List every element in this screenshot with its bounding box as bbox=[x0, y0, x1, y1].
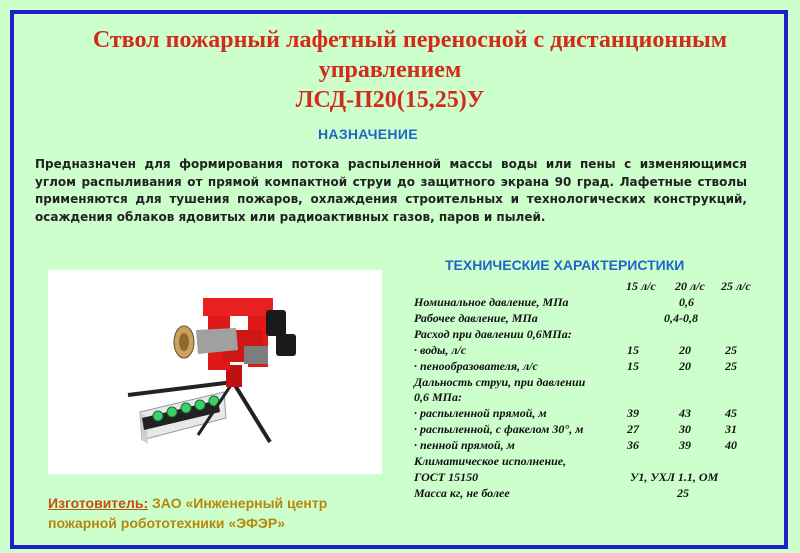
spec-value: 20 bbox=[679, 343, 691, 357]
spec-col-header: 20 л/с bbox=[675, 279, 705, 293]
spec-label: Расход при давлении 0,6МПа: bbox=[414, 327, 572, 341]
spec-value: 43 bbox=[679, 406, 691, 420]
spec-value: 25 bbox=[725, 343, 737, 357]
spec-label: Рабочее давление, МПа bbox=[414, 311, 538, 325]
spec-value: 15 bbox=[627, 359, 639, 373]
spec-label: · распыленной прямой, м bbox=[414, 406, 547, 420]
spec-label: · пенной прямой, м bbox=[414, 438, 515, 452]
spec-label: · пенообразователя, л/с bbox=[414, 359, 538, 373]
spec-label: Дальность струи, при давлении bbox=[414, 375, 586, 389]
spec-value: 39 bbox=[679, 438, 691, 452]
manufacturer bbox=[48, 493, 327, 533]
specs-heading: ТЕХНИЧЕСКИЕ ХАРАКТЕРИСТИКИ bbox=[445, 257, 685, 273]
purpose-text: Предназначен для формирования потока распыленной массы воды или пены с изменяющимся углом распыливания от прямой компактной струи до защитного экрана 90 град. Лафетные стволы применяются для тушения пожаров, охлаждения строительных и технологических конструкций, осаждения облаков ядовитых или радиоактивных газов, паров и пылей. bbox=[35, 157, 747, 224]
spec-label: · распыленной, с факелом 30°, м bbox=[414, 422, 584, 436]
spec-value: 45 bbox=[725, 406, 737, 420]
spec-value: 0,4-0,8 bbox=[664, 311, 698, 325]
spec-value: 25 bbox=[677, 486, 689, 500]
title-line-2: управлением bbox=[318, 57, 462, 83]
spec-value: 39 bbox=[627, 406, 639, 420]
spec-value: 20 bbox=[679, 359, 691, 373]
purpose-heading: НАЗНАЧЕНИЕ bbox=[318, 126, 418, 142]
spec-col-header: 15 л/с bbox=[626, 279, 656, 293]
spec-label: Номинальное давление, МПа bbox=[414, 295, 569, 309]
manufacturer-label: Изготовитель: bbox=[48, 495, 149, 511]
fire-monitor-image bbox=[48, 270, 382, 474]
title-line-3: ЛСД-П20(15,25)У bbox=[295, 87, 485, 113]
spec-value: 15 bbox=[627, 343, 639, 357]
spec-value: 40 bbox=[725, 438, 737, 452]
spec-value: 25 bbox=[725, 359, 737, 373]
spec-value: 36 bbox=[627, 438, 639, 452]
spec-label: ГОСТ 15150 bbox=[414, 470, 479, 484]
spec-value: 27 bbox=[627, 422, 639, 436]
product-photo bbox=[48, 270, 382, 474]
spec-label: Масса кг, не более bbox=[414, 486, 510, 500]
spec-value: 31 bbox=[725, 422, 737, 436]
spec-label: 0,6 МПа: bbox=[414, 390, 462, 404]
spec-label: · воды, л/с bbox=[414, 343, 467, 357]
title-line-1: Ствол пожарный лафетный переносной с дистанционным bbox=[92, 27, 728, 53]
spec-label: Климатическое исполнение, bbox=[414, 454, 567, 468]
spec-value: 30 bbox=[679, 422, 691, 436]
manufacturer-name-line-2: пожарной робототехники «ЭФЭР» bbox=[48, 515, 285, 531]
manufacturer-name-line-1: ЗАО «Инженерный центр bbox=[152, 495, 328, 511]
spec-value: У1, УХЛ 1.1, ОМ bbox=[630, 470, 719, 484]
spec-col-header: 25 л/с bbox=[721, 279, 751, 293]
spec-value: 0,6 bbox=[679, 295, 694, 309]
